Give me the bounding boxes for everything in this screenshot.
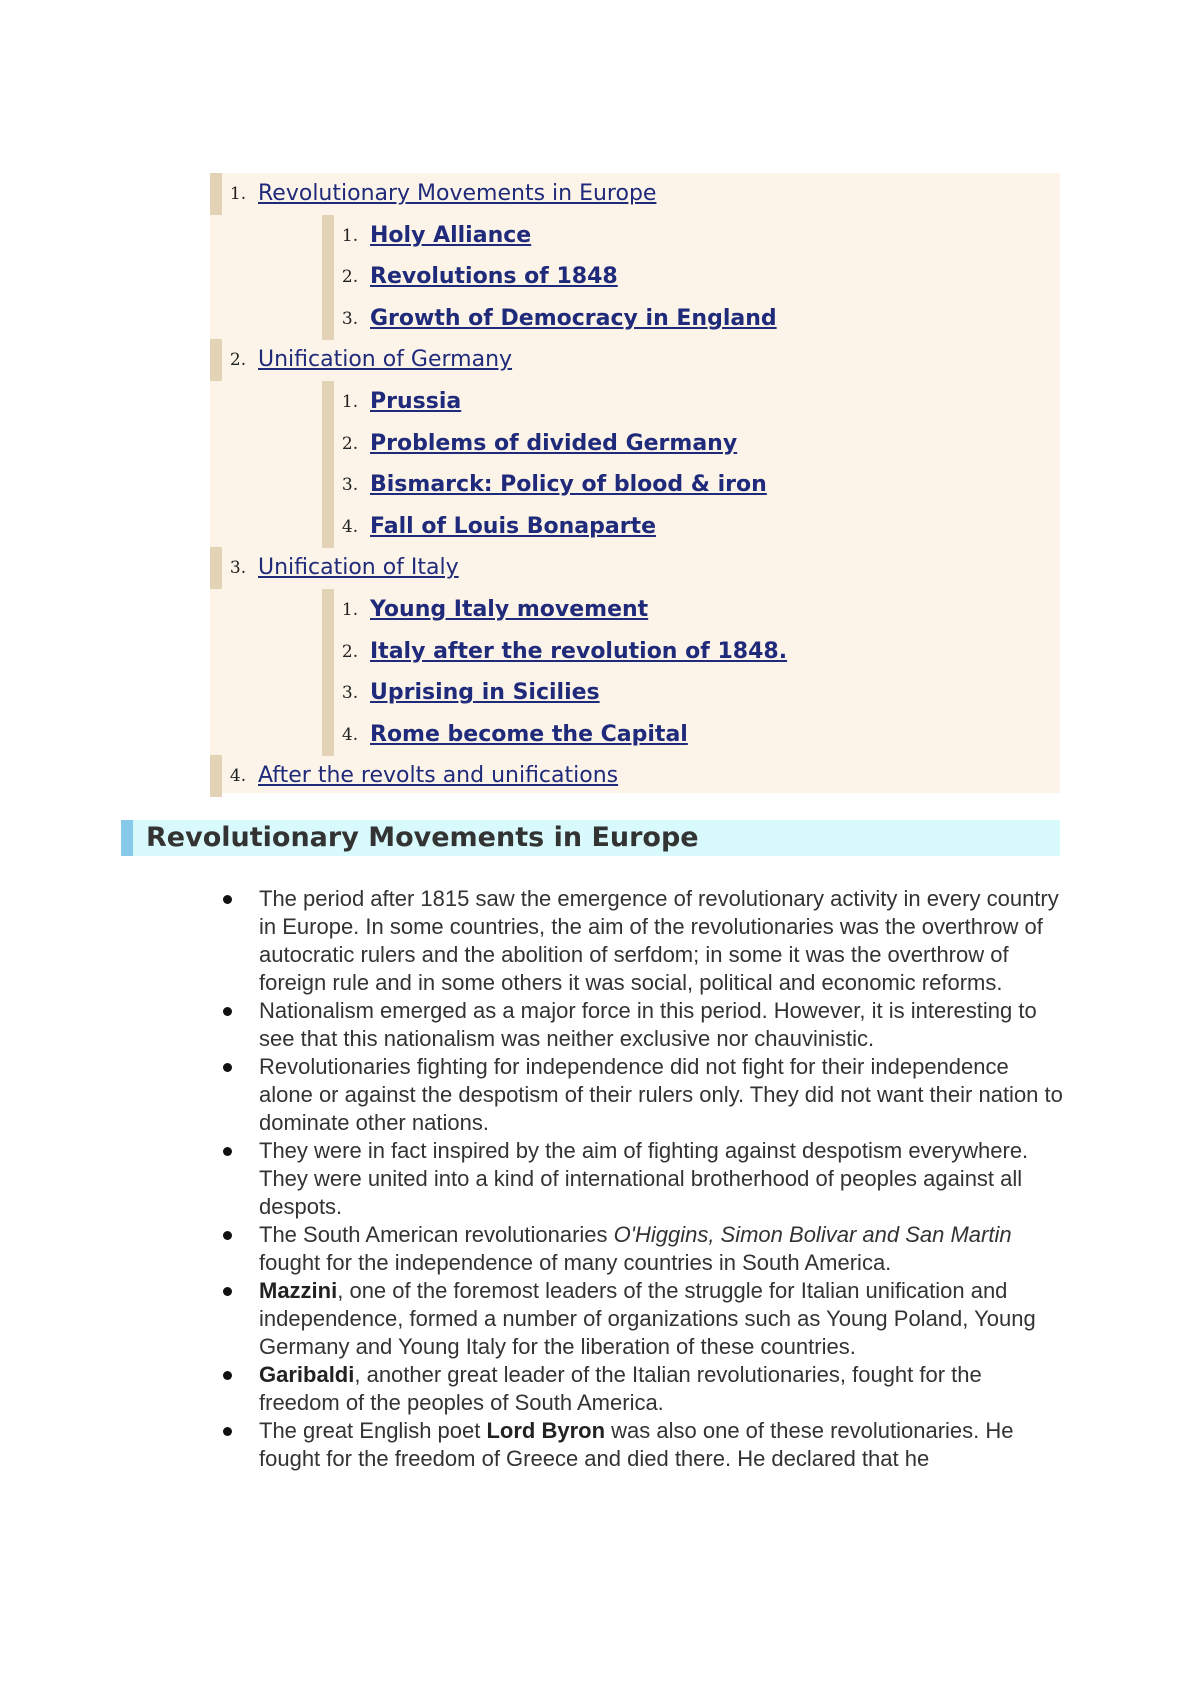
bullet-item bbox=[218, 1053, 1068, 1137]
toc-link[interactable]: After the revolts and unifications bbox=[258, 763, 619, 789]
toc-indent-bar bbox=[210, 173, 222, 215]
bullet-dot-icon bbox=[223, 1063, 232, 1072]
toc-item-number: 2. bbox=[229, 350, 247, 371]
toc-link[interactable]: Holy Alliance bbox=[370, 222, 532, 248]
bold-name: Garibaldi bbox=[259, 1362, 355, 1387]
toc-link[interactable]: Uprising in Sicilies bbox=[370, 680, 600, 706]
toc-indent-bar bbox=[322, 714, 334, 756]
bold-name: Lord Byron bbox=[486, 1418, 606, 1443]
toc-item-number: 3. bbox=[341, 308, 359, 329]
toc-item-number: 3. bbox=[229, 558, 247, 579]
toc-link[interactable]: Bismarck: Policy of blood & iron bbox=[370, 472, 767, 498]
toc-indent-bar bbox=[322, 298, 334, 340]
toc-item-number: 1. bbox=[229, 184, 247, 204]
bullet-text: was also one of these revolutionaries. He fought for the freedom of Greece and died there. He declared that he bbox=[259, 1418, 1014, 1471]
page-title: Revolutionary Movements in Europe bbox=[146, 822, 699, 853]
italic-text: O'Higgins, Simon Bolivar and San Martin bbox=[613, 1222, 1012, 1247]
toc-link[interactable]: Young Italy movement bbox=[370, 597, 649, 622]
bullet-text: , another great leader of the Italian revolutionaries, fought for the freedom of the peoples of South America. bbox=[259, 1362, 982, 1415]
toc-indent-bar bbox=[322, 464, 334, 506]
toc-link[interactable]: Rome become the Capital bbox=[370, 721, 688, 747]
bullet-dot-icon bbox=[223, 1371, 232, 1380]
toc-indent-bar bbox=[322, 506, 334, 548]
bullet-dot-icon bbox=[223, 1147, 232, 1156]
toc-indent-bar bbox=[322, 589, 334, 631]
toc-item-number: 2. bbox=[341, 267, 359, 288]
toc-indent-bar bbox=[210, 339, 222, 381]
section-heading bbox=[121, 820, 1060, 856]
toc-link[interactable]: Italy after the revolution of 1848. bbox=[370, 638, 788, 664]
toc-item-number: 2. bbox=[341, 641, 359, 662]
bullet-text: , one of the foremost leaders of the struggle for Italian unification and independence, formed a number of organizations such as Young Poland, Young Germany and Young Italy for the liberation of these countries. bbox=[259, 1278, 1036, 1359]
toc-item-number: 4. bbox=[229, 766, 247, 787]
toc-item-number: 1. bbox=[341, 392, 359, 412]
toc-indent-bar bbox=[322, 672, 334, 714]
toc-item-number: 4. bbox=[341, 724, 359, 745]
toc-item-number: 3. bbox=[341, 683, 359, 704]
bullet-dot-icon bbox=[223, 1427, 232, 1436]
heading-accent-bar bbox=[121, 820, 133, 856]
toc-indent-bar bbox=[322, 256, 334, 298]
bullet-item bbox=[218, 1137, 1068, 1221]
bullet-text: They were in fact inspired by the aim of fighting against despotism everywhere. They were united into a kind of international brotherhood of peoples against all despots. bbox=[259, 1138, 1029, 1219]
toc-link[interactable]: Prussia bbox=[370, 389, 462, 414]
toc-indent-bar bbox=[322, 631, 334, 673]
bullet-dot-icon bbox=[223, 895, 232, 904]
toc-link[interactable]: Revolutionary Movements in Europe bbox=[258, 181, 657, 206]
bullet-text: Nationalism emerged as a major force in this period. However, it is interesting to see that this nationalism was neither exclusive nor chauvinistic. bbox=[259, 998, 1037, 1051]
bullet-text: The great English poet bbox=[259, 1418, 487, 1443]
toc-item-number: 1. bbox=[341, 600, 359, 620]
bullet-text: Revolutionaries fighting for independence did not fight for their independence alone or against the despotism of their rulers only. They did not want their nation to dominate other nations. bbox=[259, 1054, 1063, 1135]
toc-link[interactable]: Growth of Democracy in England bbox=[370, 305, 777, 331]
toc-item-number: 1. bbox=[341, 225, 359, 246]
toc-indent-bar bbox=[322, 381, 334, 423]
toc-indent-bar bbox=[210, 755, 222, 797]
bullet-item bbox=[218, 1277, 1068, 1361]
bullet-text: The South American revolutionaries bbox=[259, 1222, 614, 1247]
bullet-text: fought for the independence of many countries in South America. bbox=[259, 1250, 892, 1275]
toc-indent-bar bbox=[322, 215, 334, 257]
bullet-item bbox=[218, 997, 1068, 1053]
toc-link[interactable]: Revolutions of 1848 bbox=[370, 264, 618, 290]
toc-indent-bar bbox=[322, 423, 334, 465]
content-list bbox=[218, 885, 1068, 1473]
toc-link[interactable]: Fall of Louis Bonaparte bbox=[370, 513, 657, 539]
toc-item-number: 3. bbox=[341, 475, 359, 496]
bullet-item bbox=[218, 1361, 1068, 1417]
toc-link[interactable]: Problems of divided Germany bbox=[370, 430, 738, 456]
toc-link[interactable]: Unification of Germany bbox=[258, 347, 513, 373]
bullet-dot-icon bbox=[223, 1231, 232, 1240]
bullet-text: The period after 1815 saw the emergence of revolutionary activity in every country in Europe. In some countries, the aim of the revolutionaries was the overthrow of autocratic rulers and the abolition of serfdom; in some it was the overthrow of foreign rule and in some others it was social, political and economic reforms. bbox=[259, 886, 1059, 995]
bullet-dot-icon bbox=[223, 1007, 232, 1016]
toc-link[interactable]: Unification of Italy bbox=[258, 555, 459, 581]
bullet-item bbox=[218, 1417, 1068, 1473]
toc-item-number: 4. bbox=[341, 516, 359, 537]
bullet-item bbox=[218, 1221, 1068, 1277]
toc-indent-bar bbox=[210, 547, 222, 589]
bold-name: Mazzini bbox=[259, 1278, 338, 1303]
bullet-item bbox=[218, 885, 1068, 997]
toc-item-number: 2. bbox=[341, 433, 359, 454]
bullet-dot-icon bbox=[223, 1287, 232, 1296]
